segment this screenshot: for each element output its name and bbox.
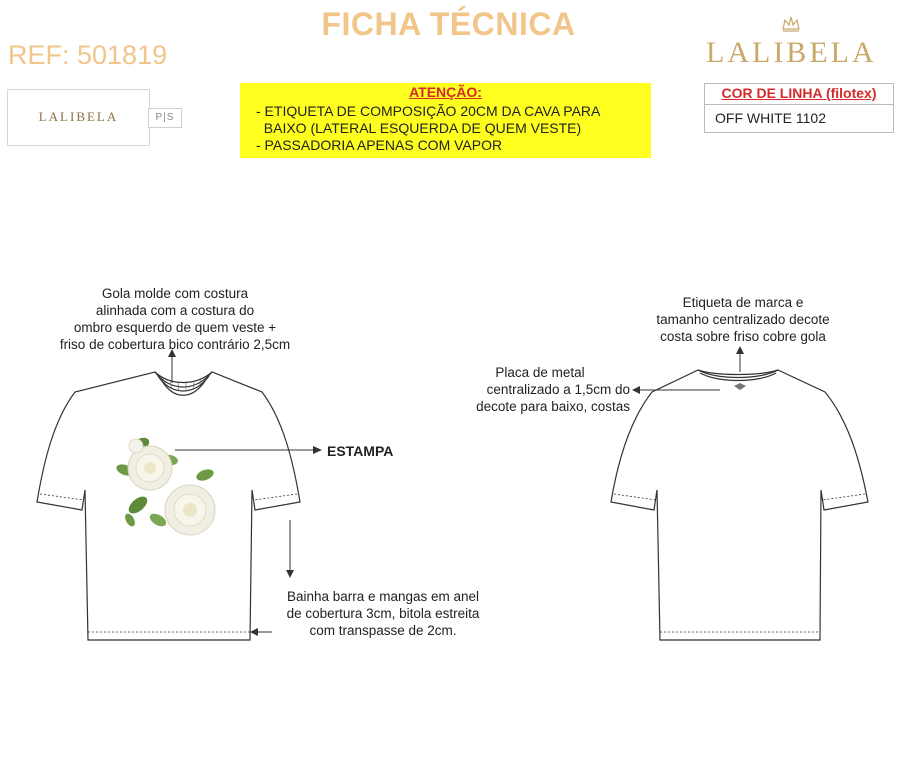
reference-code: REF: 501819 [8, 40, 168, 70]
note-line: tamanho centralizado decote [656, 312, 830, 327]
note-line: ombro esquerdo de quem veste + [73, 320, 277, 335]
page-title: FICHA TÉCNICA [321, 6, 576, 42]
note-line: Etiqueta de marca e [682, 295, 804, 310]
size-tab: P|S [148, 108, 182, 128]
hem-note [258, 588, 508, 639]
attention-line: - PASSADORIA APENAS COM VAPOR [256, 137, 503, 153]
brand-label-note [628, 294, 858, 345]
metal-plate-note [430, 364, 630, 415]
print-label: ESTAMPA [327, 443, 394, 459]
thread-color-value: OFF WHITE 1102 [715, 110, 826, 126]
attention-title: ATENÇÃO: [409, 84, 482, 100]
thread-color-title: COR DE LINHA (filotex) [721, 85, 877, 101]
note-line: Bainha barra e mangas em anel [286, 589, 480, 604]
note-line: decote para baixo, costas [476, 399, 630, 414]
note-line: de cobertura 3cm, bitola estreita [286, 606, 480, 621]
collar-note [30, 285, 320, 353]
attention-line: - ETIQUETA DE COMPOSIÇÃO 20CM DA CAVA PARA [256, 103, 601, 119]
back-tshirt-drawing [611, 370, 868, 640]
attention-line: BAIXO (LATERAL ESQUERDA DE QUEM VESTE) [256, 120, 582, 136]
note-line: com transpasse de 2cm. [309, 623, 457, 638]
note-line: alinhada com a costura do [95, 303, 255, 318]
note-line: Gola molde com costura [101, 286, 249, 301]
note-line: friso de cobertura bico contrário 2,5cm [59, 337, 291, 352]
note-line: centralizado a 1,5cm do [486, 382, 630, 397]
note-line: Placa de metal [495, 365, 585, 380]
note-line: costa sobre friso cobre gola [660, 329, 826, 344]
brand-logo: LALIBELA [706, 36, 877, 69]
label-brand-text: LALIBELA [38, 109, 119, 124]
